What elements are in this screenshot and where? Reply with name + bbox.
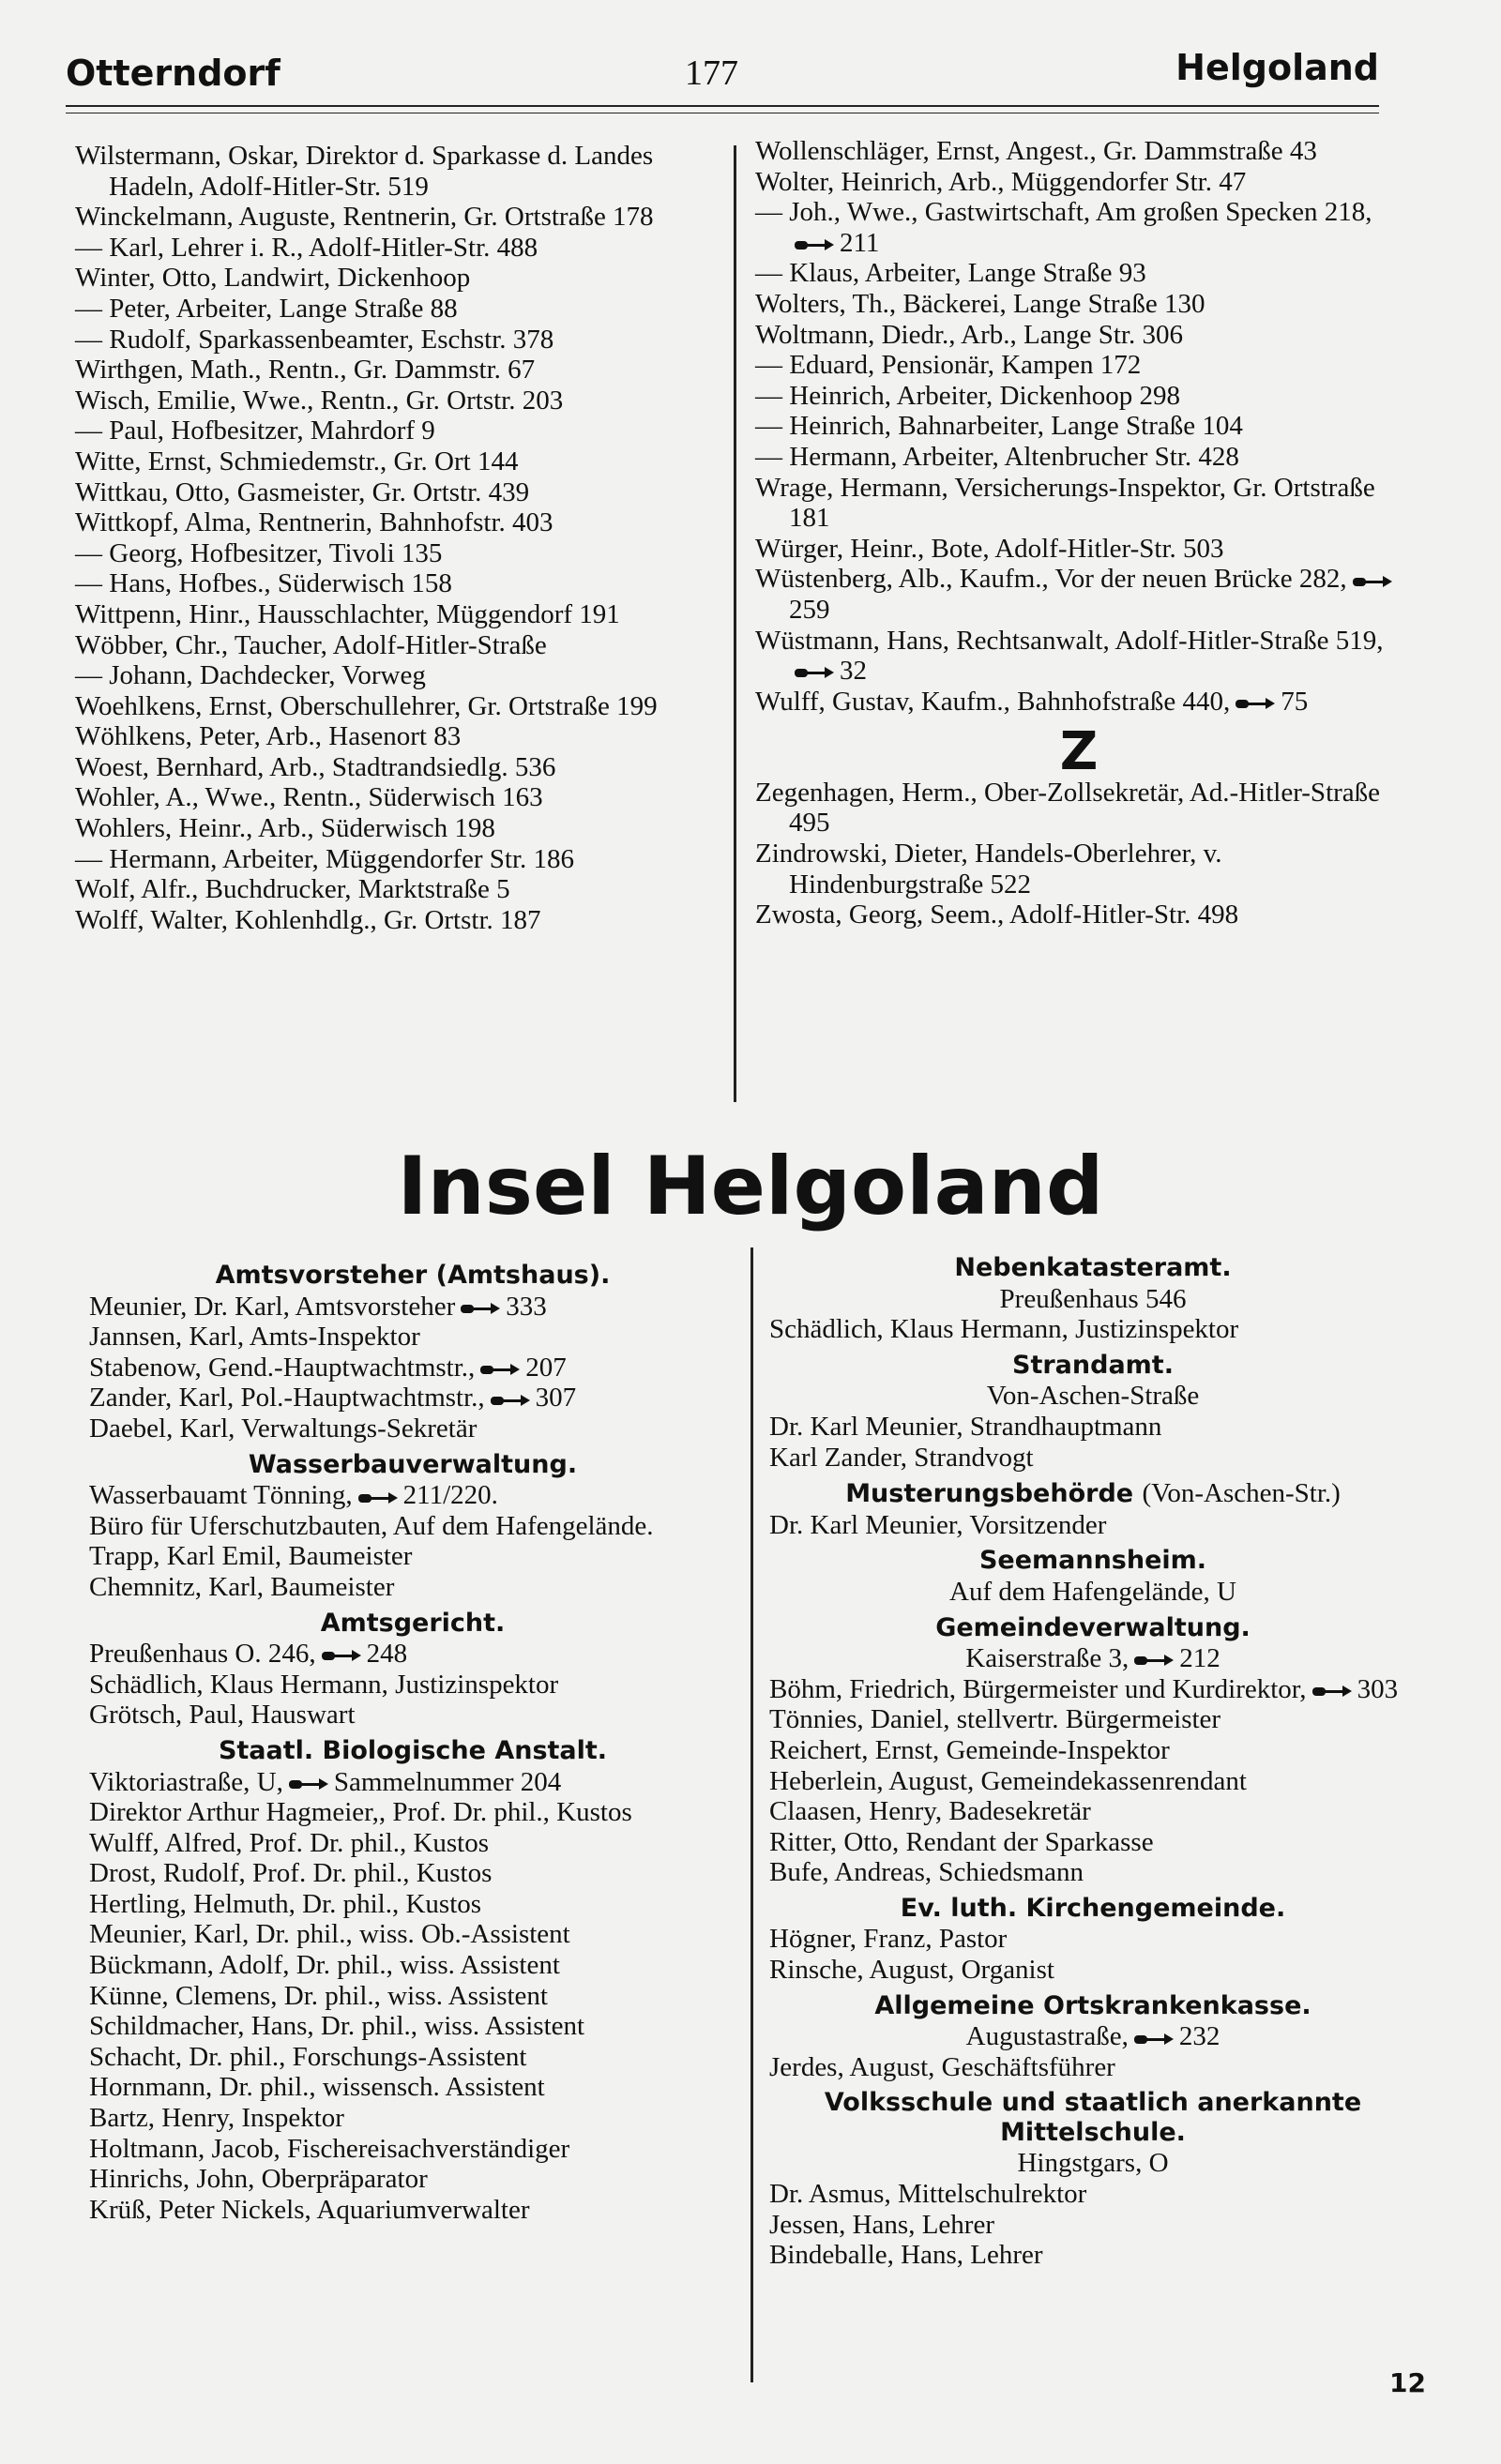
list-item bbox=[769, 1510, 1417, 1541]
phone-number: 75 bbox=[1281, 686, 1309, 717]
section-title: Insel Helgoland bbox=[397, 1140, 1104, 1233]
entry-text: Wasserbauamt Tönning, bbox=[89, 1480, 353, 1511]
entry-text: Zwosta, Georg, Seem., Adolf-Hitler-Str. 498 bbox=[755, 899, 1239, 930]
phone-number: 259 bbox=[789, 594, 830, 625]
entry-text: Stabenow, Gend.-Hauptwachtmstr., bbox=[89, 1352, 476, 1383]
heading-gemeindeverwaltung: Gemeindeverwaltung. bbox=[935, 1612, 1251, 1642]
entry-text: Schacht, Dr. phil., Forschungs-Assistent bbox=[89, 2041, 527, 2072]
list-item bbox=[75, 874, 722, 905]
list-item bbox=[89, 2103, 736, 2134]
telephone-icon bbox=[322, 1650, 361, 1661]
list-item bbox=[755, 778, 1402, 839]
list-item bbox=[89, 1572, 736, 1603]
telephone-icon bbox=[480, 1364, 520, 1375]
list-item bbox=[769, 1704, 1417, 1735]
list-item bbox=[89, 1322, 736, 1353]
entry-text: Bindeballe, Hans, Lehrer bbox=[769, 2240, 1043, 2271]
list-item bbox=[769, 2240, 1417, 2271]
entry-text: Reichert, Ernst, Gemeinde-Inspektor bbox=[769, 1734, 1170, 1765]
list-item bbox=[89, 1889, 736, 1920]
entry-text: Rinsche, August, Organist bbox=[769, 1955, 1054, 1986]
list-item bbox=[769, 2148, 1417, 2179]
phone-number: 32 bbox=[840, 656, 867, 687]
heading-amtsgericht: Amtsgericht. bbox=[320, 1608, 506, 1638]
list-item bbox=[75, 385, 722, 416]
list-item bbox=[755, 167, 1402, 198]
entry-text: Wolf, Alfr., Buchdrucker, Marktstraße 5 bbox=[75, 874, 510, 905]
list-item bbox=[769, 2210, 1417, 2241]
list-item bbox=[89, 1292, 736, 1323]
list-item bbox=[89, 1480, 736, 1511]
entry-text: Wittkopf, Alma, Rentnerin, Bahnhofstr. 403 bbox=[75, 507, 553, 538]
entry-text: Grötsch, Paul, Hauswart bbox=[89, 1700, 356, 1731]
entry-text: Wrage, Hermann, Versicherungs-Inspektor, Gr. Ortstraße 181 bbox=[755, 472, 1375, 534]
phone-number: Sammelnummer 204 bbox=[333, 1766, 562, 1797]
list-item bbox=[75, 905, 722, 936]
page-header bbox=[66, 47, 1379, 103]
header-rule bbox=[66, 105, 1379, 107]
entry-text: Hornmann, Dr. phil., wissensch. Assistent bbox=[89, 2072, 545, 2103]
entry-text: Wulff, Alfred, Prof. Dr. phil., Kustos bbox=[89, 1827, 490, 1858]
entry-text: Tönnies, Daniel, stellvertr. Bürgermeister bbox=[769, 1704, 1221, 1735]
entry-text: Wollenschläger, Ernst, Angest., Gr. Dammstraße 43 bbox=[755, 136, 1317, 166]
telephone-icon bbox=[358, 1492, 398, 1504]
heading-amtsvorsteher: Amtsvorsteher (Amtshaus). bbox=[215, 1261, 611, 1290]
entry-text: Preußenhaus O. 246, bbox=[89, 1639, 316, 1670]
entry-text: Wolter, Heinrich, Arb., Müggendorfer Str. 47 bbox=[755, 166, 1247, 197]
list-item bbox=[75, 630, 722, 661]
entry-text: Wittkau, Otto, Gasmeister, Gr. Ortstr. 439 bbox=[75, 476, 530, 507]
list-item bbox=[755, 899, 1402, 930]
entry-text: Hermann, Arbeiter, Müggendorfer Str. 186 bbox=[109, 843, 574, 874]
list-item bbox=[89, 1981, 736, 2012]
entry-text: Von-Aschen-Straße bbox=[986, 1381, 1200, 1412]
bottom-left-column bbox=[89, 1255, 736, 2225]
list-item bbox=[755, 136, 1402, 167]
list-item bbox=[75, 844, 722, 875]
entry-text: Künne, Clemens, Dr. phil., wiss. Assistent bbox=[89, 1980, 548, 2011]
telephone-icon bbox=[1134, 2033, 1174, 2045]
list-item bbox=[75, 355, 722, 385]
entry-text: Schädlich, Klaus Hermann, Justizinspektor bbox=[89, 1669, 559, 1700]
list-item bbox=[769, 2021, 1417, 2052]
column-divider bbox=[734, 145, 736, 1102]
telephone-icon bbox=[289, 1778, 328, 1790]
entry-text: Daebel, Karl, Verwaltungs-Sekretär bbox=[89, 1413, 478, 1444]
list-item bbox=[75, 446, 722, 477]
entry-text: Viktoriastraße, U, bbox=[89, 1766, 283, 1797]
list-item bbox=[89, 1670, 736, 1701]
entry-text: Hans, Hofbes., Süderwisch 158 bbox=[109, 568, 452, 599]
list-item bbox=[75, 416, 722, 446]
list-item bbox=[89, 2072, 736, 2103]
telephone-icon bbox=[1134, 1655, 1174, 1666]
entry-text: Johann, Dachdecker, Vorweg bbox=[109, 660, 426, 691]
list-item bbox=[769, 1735, 1417, 1766]
phone-number: 211/220. bbox=[402, 1480, 498, 1511]
list-item bbox=[769, 1857, 1417, 1888]
entry-text: Hingstgars, O bbox=[1017, 2148, 1169, 2179]
entry-text: Meunier, Dr. Karl, Amtsvorsteher bbox=[89, 1291, 456, 1322]
entry-text: Würger, Heinr., Bote, Adolf-Hitler-Str. 503 bbox=[755, 533, 1224, 564]
list-item bbox=[75, 568, 722, 599]
entry-text: Jerdes, August, Geschäftsführer bbox=[769, 2051, 1115, 2082]
telephone-icon bbox=[1353, 576, 1392, 587]
entry-text: Paul, Hofbesitzer, Mahrdorf 9 bbox=[109, 416, 435, 446]
entry-text: Winter, Otto, Landwirt, Dickenhoop bbox=[75, 263, 471, 294]
list-item bbox=[755, 350, 1402, 381]
list-item bbox=[755, 839, 1402, 899]
list-item bbox=[89, 1639, 736, 1670]
list-item bbox=[75, 202, 722, 233]
list-item bbox=[89, 1858, 736, 1889]
entry-text: Karl, Lehrer i. R., Adolf-Hitler-Str. 488 bbox=[109, 232, 538, 263]
entry-text: Büro für Uferschutzbauten, Auf dem Hafengelände. bbox=[89, 1510, 654, 1541]
list-item bbox=[75, 507, 722, 538]
entry-text: Wittpenn, Hinr., Hausschlachter, Müggendorf 191 bbox=[75, 598, 620, 629]
list-item bbox=[755, 289, 1402, 320]
entry-text: Hinrichs, John, Oberpräparator bbox=[89, 2164, 428, 2195]
entry-text: Ritter, Otto, Rendant der Sparkasse bbox=[769, 1826, 1154, 1857]
entry-text: Bückmann, Adolf, Dr. phil., wiss. Assistent bbox=[89, 1950, 560, 1981]
entry-text: Wohler, A., Wwe., Rentn., Süderwisch 163 bbox=[75, 782, 543, 813]
entry-text: Meunier, Karl, Dr. phil., wiss. Ob.-Assistent bbox=[89, 1919, 570, 1950]
entry-text: Karl Zander, Strandvogt bbox=[769, 1442, 1034, 1473]
list-item bbox=[755, 381, 1402, 412]
list-item bbox=[75, 721, 722, 752]
entry-text: Wöhlkens, Peter, Arb., Hasenort 83 bbox=[75, 721, 462, 752]
entry-text: Holtmann, Jacob, Fischereisachverständiger bbox=[89, 2133, 570, 2164]
list-item bbox=[769, 1577, 1417, 1608]
entry-text: Augustastraße, bbox=[965, 2021, 1129, 2052]
list-item bbox=[75, 538, 722, 569]
list-item bbox=[89, 1541, 736, 1572]
phone-number: 232 bbox=[1178, 2021, 1221, 2052]
heading-kirchengemeinde: Ev. luth. Kirchengemeinde. bbox=[900, 1893, 1286, 1923]
list-item bbox=[75, 782, 722, 813]
entry-text: Krüß, Peter Nickels, Aquariumverwalter bbox=[89, 2194, 530, 2225]
entry-text: Jannsen, Karl, Amts-Inspektor bbox=[89, 1322, 420, 1353]
entry-text: Rudolf, Sparkassenbeamter, Eschstr. 378 bbox=[109, 324, 554, 355]
list-item bbox=[89, 1383, 736, 1413]
list-item bbox=[769, 1412, 1417, 1443]
list-item bbox=[769, 1643, 1417, 1674]
phone-number: 212 bbox=[1179, 1643, 1221, 1674]
list-item bbox=[75, 141, 722, 202]
entry-text: Drost, Rudolf, Prof. Dr. phil., Kustos bbox=[89, 1858, 493, 1889]
list-item bbox=[89, 1353, 736, 1383]
top-left-column bbox=[75, 141, 722, 935]
entry-text: Wöbber, Chr., Taucher, Adolf-Hitler-Straße bbox=[75, 629, 547, 660]
list-item bbox=[769, 1381, 1417, 1412]
list-item bbox=[755, 411, 1402, 442]
list-item bbox=[89, 2134, 736, 2165]
list-item bbox=[89, 1828, 736, 1859]
list-item bbox=[755, 687, 1402, 718]
entry-text: Bufe, Andreas, Schiedsmann bbox=[769, 1857, 1084, 1888]
entry-text: Chemnitz, Karl, Baumeister bbox=[89, 1571, 395, 1602]
list-item bbox=[769, 1924, 1417, 1955]
entry-text: Jessen, Hans, Lehrer bbox=[769, 2209, 994, 2240]
list-item bbox=[755, 564, 1402, 625]
entry-text: Heberlein, August, Gemeindekassenrendant bbox=[769, 1765, 1247, 1796]
phone-number: 211 bbox=[840, 227, 880, 258]
heading-seemannsheim: Seemannsheim. bbox=[978, 1546, 1207, 1576]
entry-text: Högner, Franz, Pastor bbox=[769, 1924, 1008, 1955]
entry-text: Winckelmann, Auguste, Rentnerin, Gr. Ortstraße 178 bbox=[75, 202, 654, 233]
phone-number: 307 bbox=[535, 1383, 577, 1413]
header-right-town: Helgoland bbox=[1175, 47, 1379, 88]
list-item bbox=[89, 2195, 736, 2226]
list-item bbox=[769, 1766, 1417, 1797]
entry-text: Wilstermann, Oskar, Direktor d. Sparkasse d. Landes Hadeln, Adolf-Hitler-Str. 519 bbox=[75, 141, 654, 202]
entry-text: Wohlers, Heinr., Arb., Süderwisch 198 bbox=[75, 813, 495, 844]
phone-number: 207 bbox=[525, 1352, 567, 1383]
sheet-number: 12 bbox=[1389, 2367, 1426, 2398]
entry-text: Wüstmann, Hans, Rechtsanwalt, Adolf-Hitler-Straße 519, bbox=[755, 625, 1384, 656]
list-item bbox=[75, 660, 722, 691]
telephone-icon bbox=[1312, 1685, 1352, 1697]
list-item bbox=[75, 325, 722, 355]
list-item bbox=[769, 2179, 1417, 2210]
entry-text: Heinrich, Arbeiter, Dickenhoop 298 bbox=[789, 380, 1181, 411]
entry-text: Zegenhagen, Herm., Ober-Zollsekretär, Ad.-Hitler-Straße 495 bbox=[755, 777, 1381, 839]
telephone-icon bbox=[1236, 698, 1275, 709]
heading-suffix: (Von-Aschen-Str.) bbox=[1142, 1478, 1341, 1509]
header-left-town: Otterndorf bbox=[66, 53, 280, 94]
telephone-icon bbox=[795, 239, 834, 250]
entry-text: Eduard, Pensionär, Kampen 172 bbox=[789, 350, 1142, 381]
entry-text: Georg, Hofbesitzer, Tivoli 135 bbox=[109, 537, 443, 568]
entry-text: Woltmann, Diedr., Arb., Lange Str. 306 bbox=[755, 319, 1183, 350]
heading-strandamt: Strandamt. bbox=[1012, 1350, 1174, 1380]
telephone-icon bbox=[491, 1395, 530, 1406]
heading-schule: Volksschule und staatlich anerkannte Mittelschule. bbox=[824, 2088, 1362, 2148]
telephone-icon bbox=[461, 1303, 500, 1314]
heading-text: Musterungsbehörde bbox=[845, 1479, 1143, 1509]
list-item bbox=[75, 691, 722, 722]
entry-text: Auf dem Hafengelände, U bbox=[949, 1576, 1236, 1607]
entry-text: Schildmacher, Hans, Dr. phil., wiss. Assistent bbox=[89, 2011, 585, 2042]
list-item bbox=[89, 1950, 736, 1981]
list-item bbox=[89, 1413, 736, 1444]
heading-ortskrankenkasse: Allgemeine Ortskrankenkasse. bbox=[874, 1990, 1311, 2020]
entry-text: Hertling, Helmuth, Dr. phil., Kustos bbox=[89, 1888, 482, 1919]
list-item bbox=[769, 1955, 1417, 1986]
entry-text: Joh., Wwe., Gastwirtschaft, Am großen Specken 218, bbox=[789, 197, 1372, 228]
bottom-right-column bbox=[769, 1247, 1417, 2271]
entry-text: Dr. Asmus, Mittelschulrektor bbox=[769, 2179, 1087, 2210]
entry-text: Bartz, Henry, Inspektor bbox=[89, 2103, 344, 2134]
list-item bbox=[769, 1314, 1417, 1345]
entry-text: Wolff, Walter, Kohlenhdlg., Gr. Ortstr. 187 bbox=[75, 904, 541, 935]
heading-biologische-anstalt: Staatl. Biologische Anstalt. bbox=[218, 1735, 608, 1765]
entry-text: Woest, Bernhard, Arb., Stadtrandsiedlg. 536 bbox=[75, 751, 556, 782]
list-item bbox=[75, 294, 722, 325]
list-item bbox=[75, 752, 722, 783]
list-item bbox=[89, 1797, 736, 1828]
list-item bbox=[769, 2052, 1417, 2083]
entry-text: Dr. Karl Meunier, Strandhauptmann bbox=[769, 1411, 1162, 1442]
list-item bbox=[755, 258, 1402, 289]
entry-text: Hermann, Arbeiter, Altenbrucher Str. 428 bbox=[789, 441, 1239, 472]
entry-text: Zindrowski, Dieter, Handels-Oberlehrer, v. Hindenburgstraße 522 bbox=[755, 839, 1222, 899]
list-item bbox=[769, 1284, 1417, 1315]
entry-text: Dr. Karl Meunier, Vorsitzender bbox=[769, 1509, 1107, 1540]
entry-text: Böhm, Friedrich, Bürgermeister und Kurdirektor, bbox=[769, 1673, 1307, 1704]
entry-text: Peter, Arbeiter, Lange Straße 88 bbox=[109, 293, 458, 324]
list-item bbox=[89, 2011, 736, 2042]
list-item bbox=[75, 233, 722, 264]
entry-text: Wolters, Th., Bäckerei, Lange Straße 130 bbox=[755, 288, 1205, 319]
list-item bbox=[755, 626, 1402, 687]
entry-text: Wüstenberg, Alb., Kaufm., Vor der neuen Brücke 282, bbox=[755, 564, 1347, 595]
list-item bbox=[769, 1674, 1417, 1705]
list-item bbox=[769, 1827, 1417, 1858]
telephone-icon bbox=[795, 667, 834, 678]
list-item bbox=[755, 473, 1402, 534]
list-item bbox=[769, 1443, 1417, 1474]
entry-text: Witte, Ernst, Schmiedemstr., Gr. Ort 144 bbox=[75, 446, 519, 476]
list-item bbox=[755, 197, 1402, 258]
entry-text: Woehlkens, Ernst, Oberschullehrer, Gr. Ortstraße 199 bbox=[75, 690, 658, 721]
entry-text: Schädlich, Klaus Hermann, Justizinspektor bbox=[769, 1314, 1239, 1345]
letter-heading-z: Z bbox=[1059, 721, 1099, 783]
list-item bbox=[75, 263, 722, 294]
header-page-number: 177 bbox=[685, 53, 738, 93]
list-item bbox=[89, 1767, 736, 1798]
entry-text: Wulff, Gustav, Kaufm., Bahnhofstraße 440, bbox=[755, 686, 1231, 717]
entry-text: Kaiserstraße 3, bbox=[965, 1643, 1130, 1674]
list-item bbox=[89, 2042, 736, 2073]
list-item bbox=[769, 1796, 1417, 1827]
phone-number: 248 bbox=[366, 1639, 408, 1670]
entry-text: Direktor Arthur Hagmeier,, Prof. Dr. phil., Kustos bbox=[89, 1797, 632, 1828]
list-item bbox=[755, 534, 1402, 565]
heading-musterungsbehoerde bbox=[769, 1478, 1417, 1510]
entry-text: Trapp, Karl Emil, Baumeister bbox=[89, 1541, 413, 1572]
list-item bbox=[89, 1700, 736, 1731]
list-item bbox=[89, 2164, 736, 2195]
list-item bbox=[75, 477, 722, 508]
phone-number: 303 bbox=[1357, 1673, 1399, 1704]
entry-text: Klaus, Arbeiter, Lange Straße 93 bbox=[789, 258, 1146, 289]
list-item bbox=[755, 442, 1402, 473]
list-item bbox=[89, 1919, 736, 1950]
list-item bbox=[75, 813, 722, 844]
entry-text: Wirthgen, Math., Rentn., Gr. Dammstr. 67 bbox=[75, 355, 536, 385]
entry-text: Preußenhaus 546 bbox=[999, 1283, 1187, 1314]
list-item bbox=[755, 320, 1402, 351]
list-item bbox=[89, 1511, 736, 1542]
entry-text: Wisch, Emilie, Wwe., Rentn., Gr. Ortstr. 203 bbox=[75, 385, 564, 416]
phone-number: 333 bbox=[506, 1291, 547, 1322]
heading-nebenkatasteramt: Nebenkatasteramt. bbox=[954, 1253, 1232, 1282]
entry-text: Heinrich, Bahnarbeiter, Lange Straße 104 bbox=[789, 411, 1243, 442]
top-right-column bbox=[755, 136, 1402, 930]
list-item bbox=[75, 599, 722, 630]
entry-text: Zander, Karl, Pol.-Hauptwachtmstr., bbox=[89, 1383, 485, 1413]
entry-text: Claasen, Henry, Badesekretär bbox=[769, 1796, 1091, 1827]
heading-wasserbau: Wasserbauverwaltung. bbox=[248, 1449, 578, 1479]
column-divider-bottom bbox=[750, 1247, 753, 2382]
